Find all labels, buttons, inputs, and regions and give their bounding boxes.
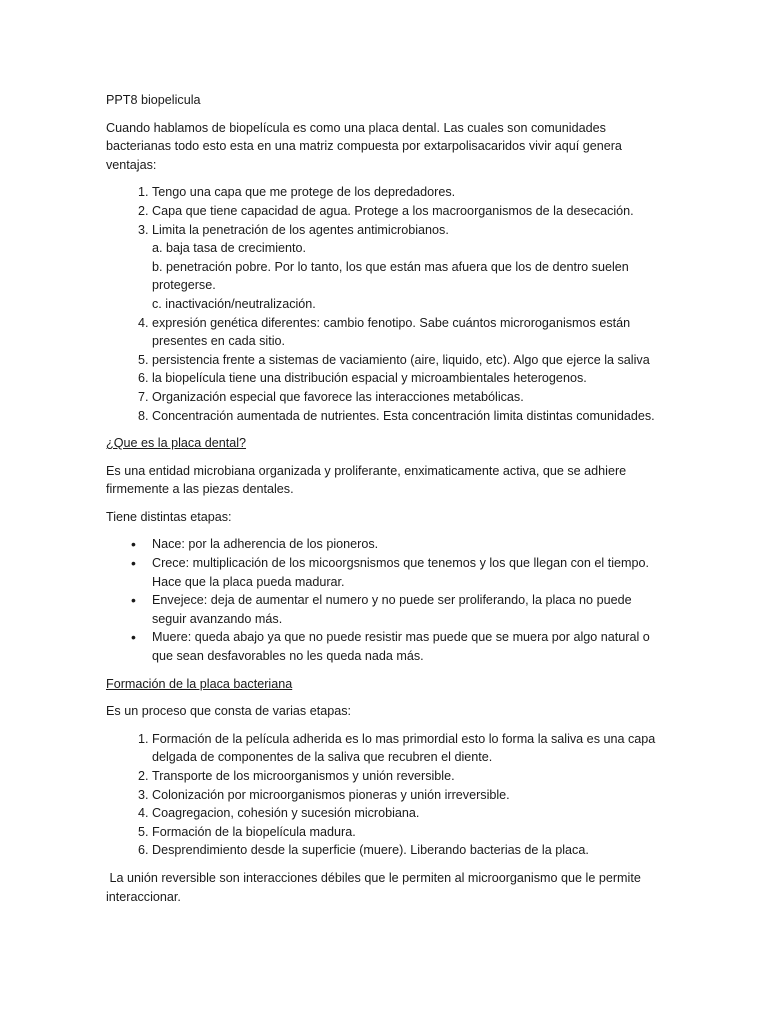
bullet-item: • Envejece: deja de aumentar el numero y no puede ser proliferando, la placa no puede seguir avanzando más. <box>152 591 666 628</box>
list-item: 1. Formación de la película adherida es lo mas primordial esto lo forma la saliva es una capa delgada de componentes de la saliva que recubren el diente. <box>152 730 666 767</box>
bullet-item: • Nace: por la adherencia de los pioneros. <box>152 535 666 554</box>
intro-paragraph: Cuando hablamos de biopelícula es como una placa dental. Las cuales son comunidades bacterianas todo esto esta en una matriz compuesta por extarpolisacaridos vivir aquí genera ventajas: <box>106 120 622 172</box>
list-item: 5. Formación de la biopelícula madura. <box>152 823 666 842</box>
list-item: 8. Concentración aumentada de nutrientes. Esta concentración limita distintas comunidades. <box>152 407 666 426</box>
sub-item: c. inactivación/neutralización. <box>152 296 316 311</box>
ventajas-list <box>106 183 666 425</box>
formacion-list <box>106 730 666 860</box>
list-item: 6. Desprendimiento desde la superficie (muere). Liberando bacterias de la placa. <box>152 841 666 860</box>
list-item: 3. Limita la penetración de los agentes antimicrobianos. a. baja tasa de crecimiento. b. penetración pobre. Por lo tanto, los que están mas afuera que los de dentro suelen protegerse. c. inactivación/neutralización. <box>152 221 666 314</box>
list-item: 7. Organización especial que favorece las interacciones metabólicas. <box>152 388 666 407</box>
list-item: 4. expresión genética diferentes: cambio fenotipo. Sabe cuántos microroganismos están presentes en cada sitio. <box>152 314 666 351</box>
list-item: 2. Transporte de los microorganismos y unión reversible. <box>152 767 666 786</box>
formacion-intro: Es un proceso que consta de varias etapas: <box>106 704 352 719</box>
document-title: PPT8 biopelicula <box>106 93 201 107</box>
question-answer: Es una entidad microbiana organizada y proliferante, enximaticamente activa, que se adhiere firmemente a las piezas dentales. <box>106 463 627 497</box>
bullet-item: • Crece: multiplicación de los micoorgsnismos que tenemos y los que llegan con el tiempo. Hace que la placa pueda madurar. <box>152 554 666 591</box>
sub-item: b. penetración pobre. Por lo tanto, los que están mas afuera que los de dentro suelen protegerse. <box>152 259 629 293</box>
list-item: 6. la biopelícula tiene una distribución espacial y microambientales heterogenos. <box>152 369 666 388</box>
question-heading: ¿Que es la placa dental? <box>106 436 247 451</box>
section-heading: Formación de la placa bacteriana <box>106 676 293 691</box>
list-item: 5. persistencia frente a sistemas de vaciamiento (aire, liquido, etc). Algo que ejerce la saliva <box>152 351 666 370</box>
closing-paragraph: La unión reversible son interacciones débiles que le permiten al microorganismo que le permite interaccionar. <box>106 870 645 904</box>
bullet-item: • Muere: queda abajo ya que no puede resistir mas puede que se muera por algo natural o que sean desfavorables no les queda nada más. <box>152 628 666 665</box>
sub-item: a. baja tasa de crecimiento. <box>152 241 307 256</box>
list-item: 4. Coagregacion, cohesión y sucesión microbiana. <box>152 804 666 823</box>
etapas-list <box>106 535 666 665</box>
list-item: 1. Tengo una capa que me protege de los depredadores. <box>152 183 666 202</box>
etapas-intro: Tiene distintas etapas: <box>106 509 232 524</box>
list-item: 2. Capa que tiene capacidad de agua. Protege a los macroorganismos de la desecación. <box>152 202 666 221</box>
document-page <box>106 91 666 915</box>
list-item: 3. Colonización por microorganismos pioneras y unión irreversible. <box>152 786 666 805</box>
